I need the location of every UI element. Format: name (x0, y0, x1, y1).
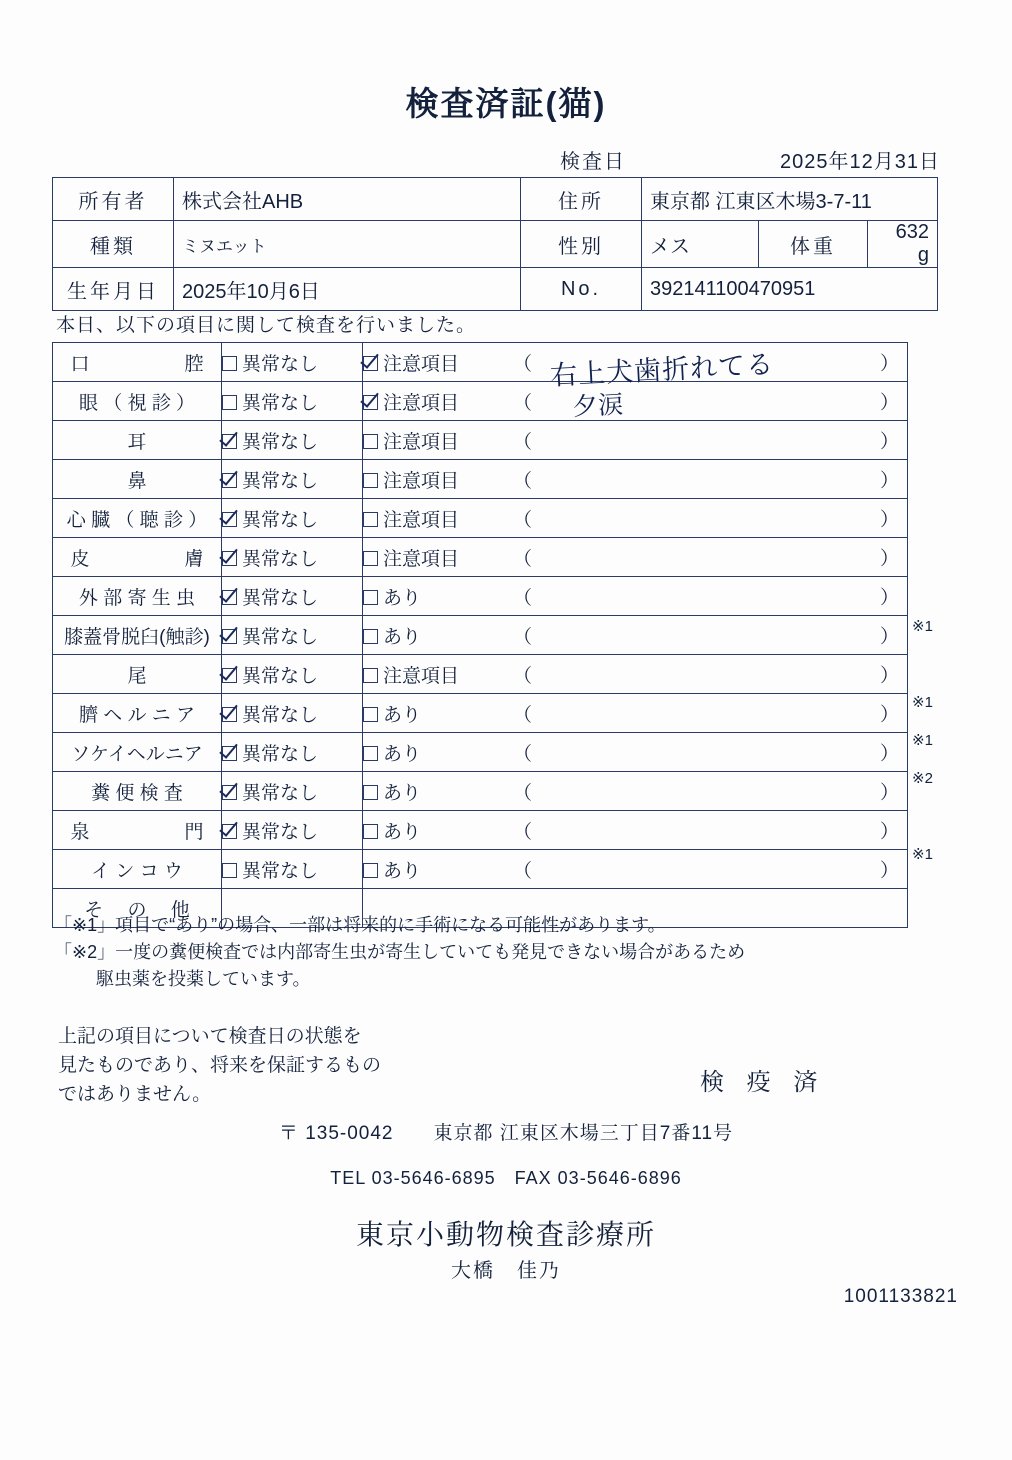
checklist-option-attention[interactable] (363, 694, 514, 733)
footnotes (54, 912, 745, 993)
checklist-row (53, 577, 908, 616)
note-paren-close: ） (879, 743, 899, 765)
checklist-note-field[interactable] (513, 655, 908, 694)
checklist-row (53, 538, 908, 577)
checklist-note-field[interactable] (513, 616, 908, 655)
checklist-item-label: 皮 膚 (53, 538, 222, 577)
intro-text: 本日、以下の項目に関して検査を行いました。 (56, 315, 477, 336)
checklist-item-label: 臍 ヘ ル ニ ア (53, 694, 222, 733)
checklist-option-attention-label: 注意項目 (383, 665, 460, 687)
note-paren-open: （ (513, 509, 533, 531)
footnote-mark (912, 874, 972, 912)
note-paren-close: ） (879, 821, 899, 843)
checklist-note-field[interactable] (513, 850, 908, 889)
checklist-option-normal-label: 異常なし (242, 665, 319, 687)
checklist-note-field[interactable] (513, 460, 908, 499)
checklist-option-normal[interactable] (222, 850, 363, 889)
birthdate-label: 生年月日 (53, 268, 174, 311)
checklist-option-attention-label: 注意項目 (383, 509, 460, 531)
checkbox-icon[interactable] (363, 473, 378, 488)
checkbox-icon[interactable] (222, 473, 237, 488)
checklist-option-attention-label: あり (383, 821, 422, 843)
checkbox-icon[interactable] (222, 707, 237, 722)
checklist-note-field[interactable] (513, 733, 908, 772)
checklist-option-normal-label: 異常なし (242, 743, 319, 765)
checklist-option-attention[interactable] (363, 538, 514, 577)
checklist-option-normal[interactable] (222, 460, 363, 499)
checklist-row (53, 811, 908, 850)
handwritten-note-line2: 夕涙 (571, 389, 625, 422)
footnote-mark: ※1 (912, 846, 933, 863)
checkbox-icon[interactable] (363, 512, 378, 527)
checklist-option-attention[interactable] (363, 577, 514, 616)
checklist-option-attention[interactable] (363, 811, 514, 850)
checklist-note-field[interactable] (513, 811, 908, 850)
checklist-option-attention-label: あり (383, 704, 422, 726)
address-label: 住所 (521, 178, 642, 221)
footnote-mark: ※2 (912, 770, 933, 787)
footnote-mark (912, 342, 972, 380)
note-paren-open: （ (513, 821, 533, 843)
clinic-postal-address: 〒 135-0042 東京都 江東区木場三丁目7番11号 (278, 1123, 734, 1144)
checklist-option-normal-label: 異常なし (242, 782, 319, 804)
checklist-item-label: 鼻 (53, 460, 222, 499)
checklist-option-attention-label: 注意項目 (383, 548, 460, 570)
note-paren-close: ） (879, 392, 899, 414)
quarantine-stamp: 検 疫 済 (700, 1069, 826, 1096)
checklist-option-normal[interactable] (222, 694, 363, 733)
footnote-mark (912, 798, 972, 836)
birthdate-value: 2025年10月6日 (174, 268, 521, 311)
footnote-mark (912, 494, 972, 532)
checklist-note-field[interactable] (513, 499, 908, 538)
checklist-option-attention[interactable] (363, 343, 514, 382)
checklist-option-normal-label: 異常なし (242, 470, 319, 492)
checklist-option-attention-label: あり (383, 743, 422, 765)
footnote-mark (912, 456, 972, 494)
checkbox-icon[interactable] (363, 746, 378, 761)
checklist-option-attention[interactable] (363, 850, 514, 889)
disclaimer-line-1: 上記の項目について検査日の状態を (58, 1026, 362, 1047)
checklist-option-normal[interactable] (222, 421, 363, 460)
footnote-mark: ※1 (912, 732, 933, 749)
disclaimer-statement (58, 1022, 381, 1109)
footnote-mark (912, 646, 972, 684)
checklist-row (53, 850, 908, 889)
checklist-item-label: 眼 （ 視 診 ） (53, 382, 222, 421)
checkbox-icon[interactable] (222, 356, 237, 371)
serial-number: 1001133821 (843, 1286, 958, 1307)
checkbox-icon[interactable] (363, 668, 378, 683)
note-paren-close: ） (879, 860, 899, 882)
checklist-row (53, 616, 908, 655)
checklist-option-normal[interactable] (222, 616, 363, 655)
checklist-option-attention[interactable] (363, 460, 514, 499)
checklist-note-field[interactable] (513, 421, 908, 460)
owner-value: 株式会社AHB (174, 178, 521, 221)
checklist-option-normal-label: 異常なし (242, 509, 319, 531)
checkbox-icon[interactable] (222, 863, 237, 878)
note-paren-open: （ (513, 470, 533, 492)
checkbox-icon[interactable] (222, 590, 237, 605)
checklist-option-attention-label: あり (383, 587, 422, 609)
note-paren-close: ） (879, 587, 899, 609)
checklist-row (53, 772, 908, 811)
weight-value-cell (868, 221, 938, 268)
checkbox-icon[interactable] (363, 785, 378, 800)
checkbox-icon[interactable] (222, 785, 237, 800)
sex-value: メス (642, 221, 759, 268)
footnote-mark (912, 418, 972, 456)
footnote-marks-column (912, 342, 972, 912)
checklist-option-normal-label: 異常なし (242, 392, 319, 414)
note-paren-close: ） (879, 782, 899, 804)
handwritten-note-line1: 右上犬歯折れてる (549, 349, 775, 392)
checklist-option-attention-label: あり (383, 626, 422, 648)
note-paren-close: ） (879, 548, 899, 570)
note-paren-open: （ (513, 665, 533, 687)
checklist-option-attention-label: あり (383, 782, 422, 804)
checklist-item-label: 膝蓋骨脱臼(触診) (53, 616, 222, 655)
veterinarian-name: 大橋 佳乃 (451, 1260, 561, 1282)
exam-date-row (50, 145, 940, 173)
checklist-option-normal[interactable] (222, 538, 363, 577)
note-paren-close: ） (879, 626, 899, 648)
note-paren-open: （ (513, 548, 533, 570)
weight-unit: g (917, 244, 929, 266)
checklist-option-attention-label: 注意項目 (383, 353, 460, 375)
footnote-mark: ※1 (912, 618, 933, 635)
note-paren-open: （ (513, 392, 533, 414)
page-title: 検査済証(猫) (405, 85, 607, 122)
checkbox-icon[interactable] (222, 434, 237, 449)
checklist-item-label: 泉 門 (53, 811, 222, 850)
note-paren-close: ） (879, 353, 899, 375)
checklist-option-attention[interactable] (363, 616, 514, 655)
note-paren-open: （ (513, 431, 533, 453)
note-paren-close: ） (879, 470, 899, 492)
note-paren-open: （ (513, 587, 533, 609)
weight-value: 632 (895, 221, 929, 243)
checklist-option-normal[interactable] (222, 811, 363, 850)
footnote-2: 「※2」一度の糞便検査では内部寄生虫が寄生していても発見できない場合があるため (54, 942, 746, 962)
checklist-item-label: イ ン コ ウ (53, 850, 222, 889)
checklist-row (53, 499, 908, 538)
checklist-row (53, 655, 908, 694)
table-row (53, 178, 938, 221)
checklist-item-label: そ の 他 (53, 889, 222, 928)
exam-date-label: 検査日 (560, 151, 626, 173)
clinic-phone-fax: TEL 03-5646-6895 FAX 03-5646-6896 (330, 1168, 682, 1188)
note-paren-close: ） (879, 665, 899, 687)
address-value: 東京都 江東区木場3-7-11 (642, 178, 938, 221)
checklist-option-normal[interactable] (222, 343, 363, 382)
checklist-row (53, 343, 908, 382)
no-value: 392141100470951 (642, 268, 938, 311)
checklist-row (53, 460, 908, 499)
checklist-item-label: 尾 (53, 655, 222, 694)
note-paren-open: （ (513, 626, 533, 648)
note-paren-open: （ (513, 353, 533, 375)
checklist-row (53, 382, 908, 421)
checkbox-icon[interactable] (363, 590, 378, 605)
checklist-option-normal[interactable] (222, 733, 363, 772)
checklist-note-field[interactable] (513, 772, 908, 811)
checklist-option-normal[interactable] (222, 499, 363, 538)
breed-value: ミヌエット (174, 221, 521, 268)
checkbox-icon[interactable] (222, 395, 237, 410)
checkbox-icon[interactable] (222, 551, 237, 566)
checklist-option-attention[interactable] (363, 772, 514, 811)
checklist-option-normal-label: 異常なし (242, 821, 319, 843)
disclaimer-line-2: 見たものであり、将来を保証するもの (58, 1055, 382, 1076)
checklist-note-field[interactable] (513, 538, 908, 577)
checklist-option-attention[interactable] (363, 655, 514, 694)
checkbox-icon[interactable] (363, 863, 378, 878)
footnote-mark: ※1 (912, 694, 933, 711)
no-label: No. (521, 268, 642, 311)
checklist-option-normal[interactable] (222, 577, 363, 616)
checkbox-icon[interactable] (222, 668, 237, 683)
footnote-2-continued: 駆虫薬を投薬しています。 (96, 969, 311, 989)
weight-label: 体重 (759, 221, 868, 268)
checklist-option-attention[interactable] (363, 733, 514, 772)
footnote-mark (912, 532, 972, 570)
breed-label: 種類 (53, 221, 174, 268)
exam-date-value: 2025年12月31日 (780, 151, 940, 173)
checklist-option-normal-label: 異常なし (242, 860, 319, 882)
footnote-1: 「※1」項目で“あり”の場合、一部は将来的に手術になる可能性があります。 (54, 915, 666, 935)
checklist-item-label: 外 部 寄 生 虫 (53, 577, 222, 616)
checkbox-icon[interactable] (363, 824, 378, 839)
checklist-option-attention-label: 注意項目 (383, 392, 460, 414)
checklist-row (53, 694, 908, 733)
checklist-row (53, 733, 908, 772)
owner-info-table (52, 177, 938, 311)
checkbox-icon[interactable] (222, 512, 237, 527)
checklist-option-attention-label: 注意項目 (383, 470, 460, 492)
checklist-item-label: 耳 (53, 421, 222, 460)
checkbox-icon[interactable] (363, 434, 378, 449)
checklist-note-field[interactable] (513, 694, 908, 733)
checklist-option-normal-label: 異常なし (242, 704, 319, 726)
checklist-option-normal[interactable] (222, 772, 363, 811)
note-paren-open: （ (513, 704, 533, 726)
checkbox-icon[interactable] (363, 356, 378, 371)
checklist-option-normal-label: 異常なし (242, 626, 319, 648)
note-paren-open: （ (513, 860, 533, 882)
checkbox-icon[interactable] (222, 746, 237, 761)
owner-label: 所有者 (53, 178, 174, 221)
table-row (53, 221, 938, 268)
checkbox-icon[interactable] (363, 395, 378, 410)
checklist-option-attention-label: あり (383, 860, 422, 882)
checklist-option-normal[interactable] (222, 382, 363, 421)
checklist-option-attention[interactable] (363, 382, 514, 421)
checklist-option-normal[interactable] (222, 655, 363, 694)
checklist-item-label: 糞 便 検 査 (53, 772, 222, 811)
checkbox-icon[interactable] (363, 629, 378, 644)
checklist-item-label: 心 臓 （ 聴 診 ） (53, 499, 222, 538)
checkbox-icon[interactable] (222, 824, 237, 839)
note-paren-open: （ (513, 743, 533, 765)
checklist-option-attention-label: 注意項目 (383, 431, 460, 453)
checkbox-icon[interactable] (363, 707, 378, 722)
note-paren-close: ） (879, 704, 899, 726)
note-paren-close: ） (879, 509, 899, 531)
footnote-mark (912, 570, 972, 608)
table-row (53, 268, 938, 311)
inspection-checklist-table (52, 342, 908, 928)
checklist-note-field[interactable] (513, 577, 908, 616)
checkbox-icon[interactable] (363, 551, 378, 566)
checklist-option-normal-label: 異常なし (242, 431, 319, 453)
checklist-option-normal-label: 異常なし (242, 548, 319, 570)
checklist-option-normal-label: 異常なし (242, 587, 319, 609)
note-paren-open: （ (513, 782, 533, 804)
checklist-option-normal-label: 異常なし (242, 353, 319, 375)
checkbox-icon[interactable] (222, 629, 237, 644)
checklist-item-label: ソケイヘルニア (53, 733, 222, 772)
footnote-mark (912, 380, 972, 418)
disclaimer-line-3: ではありません。 (58, 1084, 212, 1105)
checklist-row (53, 421, 908, 460)
checklist-item-label: 口 腔 (53, 343, 222, 382)
clinic-name: 東京小動物検査診療所 (355, 1219, 656, 1250)
checklist-option-attention[interactable] (363, 421, 514, 460)
checklist-option-attention[interactable] (363, 499, 514, 538)
sex-label: 性別 (521, 221, 642, 268)
note-paren-close: ） (879, 431, 899, 453)
